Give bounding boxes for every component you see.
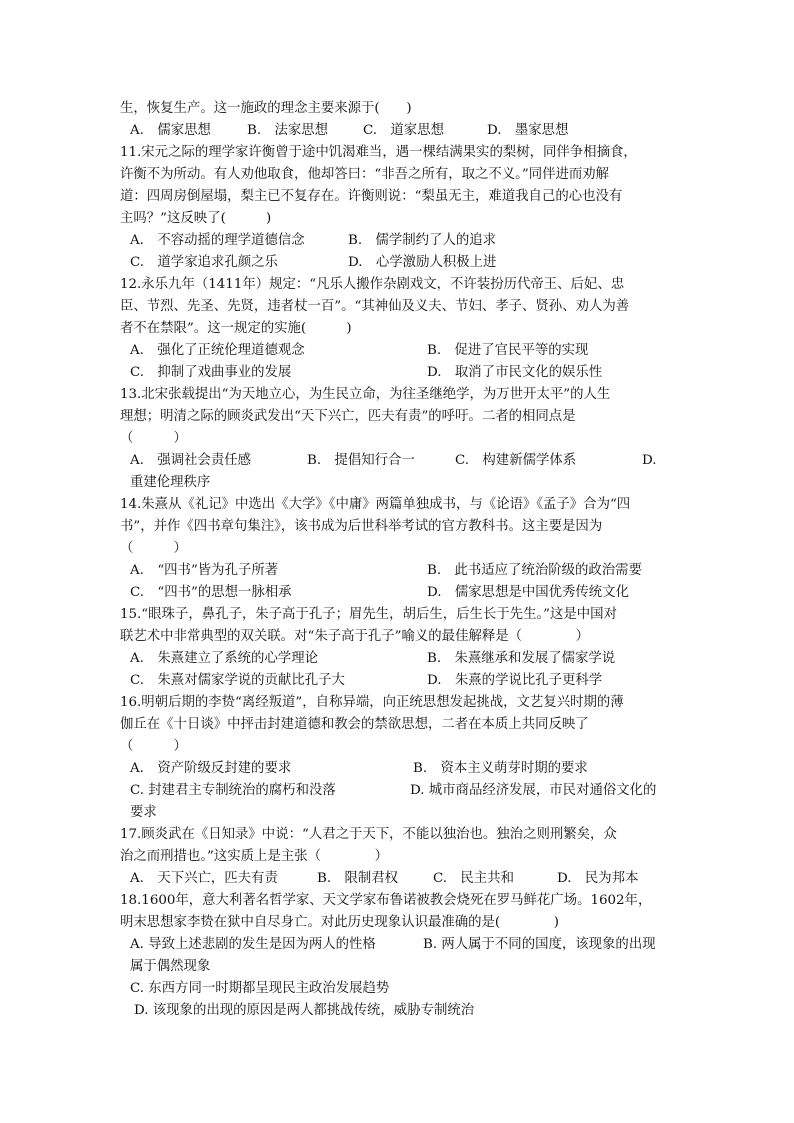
- q15-stem-line: 15.“眼珠子，鼻孔子，朱子高于孔子；眉先生，胡后生，后生长于先生。”这是中国对: [120, 607, 617, 622]
- q13-option-a: A. 强调社会责任感: [130, 453, 252, 468]
- q17-stem-line: 治之而刑措也。”这实质上是主张（ ）: [120, 849, 388, 864]
- q18-stem-line: 明末思想家李贽在狱中自尽身亡。对此历史现象认识最准确的是( ): [120, 915, 559, 930]
- q10-stem-line: 生，恢复生产。这一施政的理念主要来源于( ): [120, 101, 412, 116]
- q12-option-a: A. 强化了正统伦理道德观念: [130, 343, 305, 358]
- q17-option-c: C. 民主共和: [433, 871, 514, 886]
- q13-stem-line: 13.北宋张载提出“为天地立心，为生民立命，为往圣继绝学，为万世开太平”的人生: [120, 387, 611, 402]
- q11-options-row: [120, 230, 688, 252]
- q16-stem-line: 伽丘在《十日谈》中抨击封建道德和教会的禁欲思想，二者在本质上共同反映了: [120, 717, 589, 732]
- q14-stem-line: 书”，并作《四书章句集注》，该书成为后世科举考试的官方教科书。这主要是因为: [120, 519, 603, 534]
- q14-stem-line: 14.朱熹从《礼记》中选出《大学》《中庸》两篇单独成书，与《论语》《孟子》合为“四: [120, 497, 631, 512]
- q13-option-d-text: 重建伦理秩序: [130, 475, 211, 490]
- q16-option-c: C. 封建君主专制统治的腐朽和没落: [130, 783, 336, 798]
- q16-option-b: B. 资本主义萌芽时期的要求: [413, 761, 588, 776]
- q16-option-d-cont: 要求: [130, 805, 157, 820]
- q14-option-b: B. 此书适应了统治阶级的政治需要: [427, 563, 642, 578]
- q14-options-row: [120, 560, 688, 582]
- q17-options: [120, 868, 688, 890]
- q17-option-a: A. 天下兴亡，匹夫有责: [130, 871, 278, 886]
- q12-stem-line: 臣、节烈、先圣、先贤，违者杖一百”。“其神仙及义夫、节妇、孝子、贤孙、劝人为善: [120, 299, 630, 314]
- q14-options-row: [120, 582, 688, 604]
- q15-option-b: B. 朱熹继承和发展了儒家学说: [427, 651, 616, 666]
- q16-stem-line: 16.明朝后期的李贽“离经叛道”，自称异端，向正统思想发起挑战，文艺复兴时期的薄: [120, 695, 624, 710]
- q18-option-d: D. 该现象的出现的原因是两人都挑战传统，威胁专制统治: [134, 1003, 475, 1018]
- q16-options-row: [120, 758, 688, 780]
- q18-options-row: [120, 934, 688, 956]
- q11-option-a: A. 不容动摇的理学道德信念: [130, 233, 305, 248]
- q14-stem-line: （ ）: [120, 541, 187, 556]
- q13-options-row: [120, 450, 688, 472]
- q11-stem-line: 道：四周房倒屋塌，梨主已不复存在。许衡则说：“梨虽无主，难道我自己的心也没有: [120, 189, 623, 204]
- q15-option-a: A. 朱熹建立了系统的心学理论: [130, 651, 319, 666]
- q16-options-row: [120, 780, 688, 802]
- q15-options-row: [120, 670, 688, 692]
- q16-option-a: A. 资产阶级反封建的要求: [130, 761, 292, 776]
- q18-option-a: A. 导致上述悲剧的发生是因为两人的性格: [130, 937, 376, 952]
- q13-option-d: D.: [642, 453, 657, 468]
- q10-option-c: C. 道家思想: [363, 123, 444, 138]
- q11-option-d: D. 心学激励人积极上进: [348, 255, 497, 270]
- q12-option-b: B. 促进了官民平等的实现: [427, 343, 589, 358]
- q12-stem-line: 者不在禁限”。这一规定的实施( ): [120, 321, 352, 336]
- q11-options-row: [120, 252, 688, 274]
- q12-options-row: [120, 340, 688, 362]
- q15-options-row: [120, 648, 688, 670]
- q18-option-b: B. 两人属于不同的国度，该现象的出现: [423, 937, 656, 952]
- q15-option-d: D. 朱熹的学说比孔子更科学: [427, 673, 603, 688]
- q13-option-b: B. 提倡知行合一: [307, 453, 415, 468]
- q10-option-b: B. 法家思想: [247, 123, 329, 138]
- q10-options: [120, 120, 688, 142]
- q14-option-c: C. “四书”的思想一脉相承: [130, 585, 292, 600]
- q16-stem-line: （ ）: [120, 739, 187, 754]
- q18-option-c: C. 东西方同一时期都呈现民主政治发展趋势: [130, 981, 390, 996]
- question-list: [120, 98, 688, 1022]
- q17-stem-line: 17.顾炎武在《日知录》中说：“人君之于天下，不能以独治也。独治之则刑繁矣，众: [120, 827, 617, 842]
- q15-stem-line: 联艺术中非常典型的双关联。对“朱子高于孔子”喻义的最佳解释是（ ）: [120, 629, 589, 644]
- q12-option-c: C. 抑制了戏曲事业的发展: [130, 365, 292, 380]
- q18-option-b-cont: 属于偶然现象: [130, 959, 211, 974]
- q11-option-b: B. 儒学制约了人的追求: [348, 233, 497, 248]
- q18-stem-line: 18.1600年，意大利著名哲学家、天文学家布鲁诺被教会烧死在罗马鲜花广场。1602年，: [120, 893, 652, 908]
- q14-option-d: D. 儒家思想是中国优秀传统文化: [427, 585, 629, 600]
- q11-stem-line: 11.宋元之际的理学家许衡曾于途中饥渴难当，遇一棵结满果实的梨树，同伴争相摘食，: [120, 145, 637, 160]
- q17-option-d: D. 民为邦本: [557, 871, 639, 886]
- q16-option-d: D. 城市商品经济发展，市民对通俗文化的: [410, 783, 657, 798]
- q12-stem-line: 12.永乐九年（1411年）规定：“凡乐人搬作杂剧戏文，不许装扮历代帝王、后妃、忠: [120, 277, 625, 292]
- q11-stem-line: 主吗？”这反映了( ): [120, 211, 272, 226]
- q13-stem-line: 理想；明清之际的顾炎武发出“天下兴亡，匹夫有责”的呼吁。二者的相同点是: [120, 409, 576, 424]
- q11-option-c: C. 道学家追求孔颜之乐: [130, 255, 278, 270]
- q13-option-c: C. 构建新儒学体系: [455, 453, 577, 468]
- q17-option-b: B. 限制君权: [317, 871, 399, 886]
- q10-option-a: A. 儒家思想: [130, 123, 211, 138]
- q14-option-a: A. “四书”皆为孔子所著: [130, 563, 279, 578]
- q15-option-c: C. 朱熹对儒家学说的贡献比孔子大: [130, 673, 345, 688]
- q12-options-row: [120, 362, 688, 384]
- q10-option-d: D. 墨家思想: [487, 123, 569, 138]
- q12-option-d: D. 取消了市民文化的娱乐性: [427, 365, 603, 380]
- q11-stem-line: 许衡不为所动。有人劝他取食，他却答曰：“非吾之所有，取之不义。”同伴进而劝解: [120, 167, 610, 182]
- q13-stem-line: （ ）: [120, 431, 187, 446]
